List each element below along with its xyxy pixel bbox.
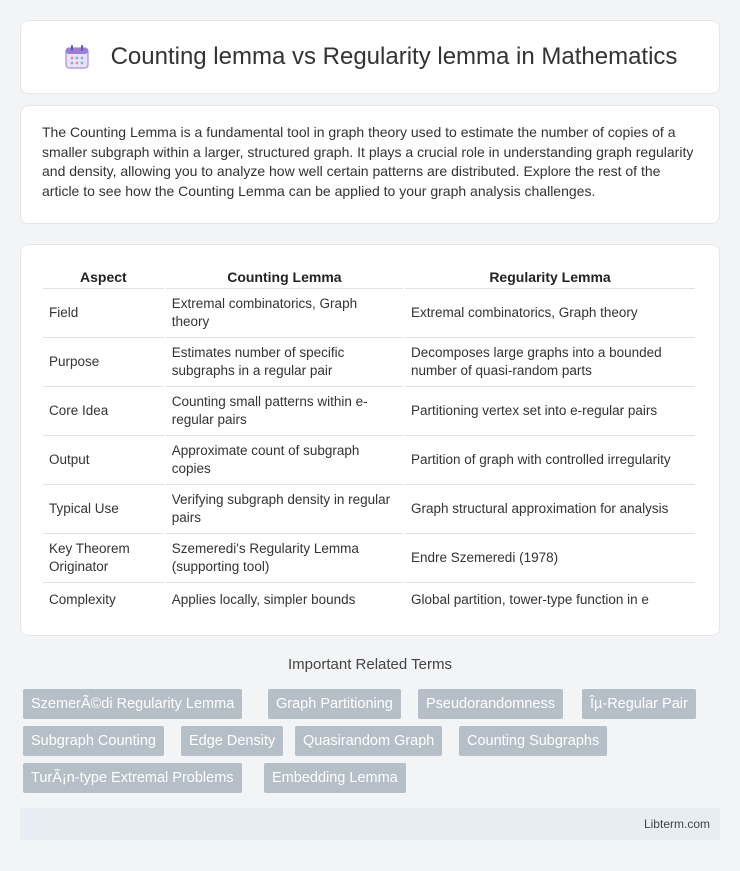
related-tag[interactable]: Quasirandom Graph xyxy=(295,726,442,756)
row-aspect: Key Theorem Originator xyxy=(43,534,164,583)
related-tag[interactable]: Îµ-Regular Pair xyxy=(582,689,696,719)
table-row xyxy=(43,583,695,616)
related-tag[interactable]: Embedding Lemma xyxy=(264,763,406,793)
related-tag[interactable]: Pseudorandomness xyxy=(418,689,563,719)
related-tag[interactable]: Graph Partitioning xyxy=(268,689,401,719)
related-tag[interactable]: Edge Density xyxy=(181,726,283,756)
row-regularity: Extremal combinatorics, Graph theory xyxy=(405,289,695,338)
intro-card xyxy=(20,105,720,224)
table-row xyxy=(43,387,695,436)
row-regularity: Decomposes large graphs into a bounded number of quasi-random parts xyxy=(405,338,695,387)
related-tag[interactable]: Subgraph Counting xyxy=(23,726,164,756)
intro-text: The Counting Lemma is a fundamental tool in graph theory used to estimate the number of copies of a smaller subgraph within a larger, structured graph. It plays a crucial role in understanding graph regularity and density, allowing you to analyze how well certain patterns are distributed. Explore the rest of the article to see how the Counting Lemma can be applied to your graph analysis challenges. xyxy=(42,124,694,199)
table-row xyxy=(43,338,695,387)
table-row xyxy=(43,289,695,338)
header-counting-lemma: Counting Lemma xyxy=(166,267,403,289)
comparison-table xyxy=(41,267,697,616)
footer xyxy=(20,808,720,840)
row-counting: Estimates number of specific subgraphs in a regular pair xyxy=(166,338,403,387)
row-counting: Approximate count of subgraph copies xyxy=(166,436,403,485)
footer-site-link[interactable]: Libterm.com xyxy=(643,817,710,831)
page-title: Counting lemma vs Regularity lemma in Mathematics xyxy=(110,43,678,70)
table-header-row xyxy=(43,267,695,289)
row-counting: Verifying subgraph density in regular pairs xyxy=(166,485,403,534)
header-card xyxy=(20,20,720,94)
row-counting: Extremal combinatorics, Graph theory xyxy=(166,289,403,338)
header-aspect: Aspect xyxy=(43,267,164,289)
related-terms-title: Important Related Terms xyxy=(288,656,452,673)
related-tag[interactable]: Counting Subgraphs xyxy=(459,726,607,756)
row-aspect: Core Idea xyxy=(43,387,164,436)
header-regularity-lemma: Regularity Lemma xyxy=(405,267,695,289)
row-regularity: Partitioning vertex set into e-regular pairs xyxy=(405,387,695,436)
table-row xyxy=(43,436,695,485)
row-aspect: Field xyxy=(43,289,164,338)
table-row xyxy=(43,534,695,583)
related-tag[interactable]: TurÃ¡n-type Extremal Problems xyxy=(23,763,242,793)
row-aspect: Typical Use xyxy=(43,485,164,534)
row-regularity: Graph structural approximation for analysis xyxy=(405,485,695,534)
related-tag[interactable]: SzemerÃ©di Regularity Lemma xyxy=(23,689,242,719)
row-regularity: Endre Szemeredi (1978) xyxy=(405,534,695,583)
calendar-icon xyxy=(63,43,91,71)
row-counting: Szemeredi's Regularity Lemma (supporting tool) xyxy=(166,534,403,583)
row-regularity: Global partition, tower-type function in e xyxy=(411,591,649,607)
row-regularity: Partition of graph with controlled irregularity xyxy=(405,436,695,485)
table-row xyxy=(43,485,695,534)
comparison-table-card xyxy=(20,244,720,636)
row-counting: Counting small patterns within e-regular pairs xyxy=(166,387,403,436)
row-counting: Applies locally, simpler bounds xyxy=(171,591,356,607)
row-aspect: Purpose xyxy=(43,338,164,387)
row-aspect: Output xyxy=(43,436,164,485)
row-aspect: Complexity xyxy=(49,591,116,607)
